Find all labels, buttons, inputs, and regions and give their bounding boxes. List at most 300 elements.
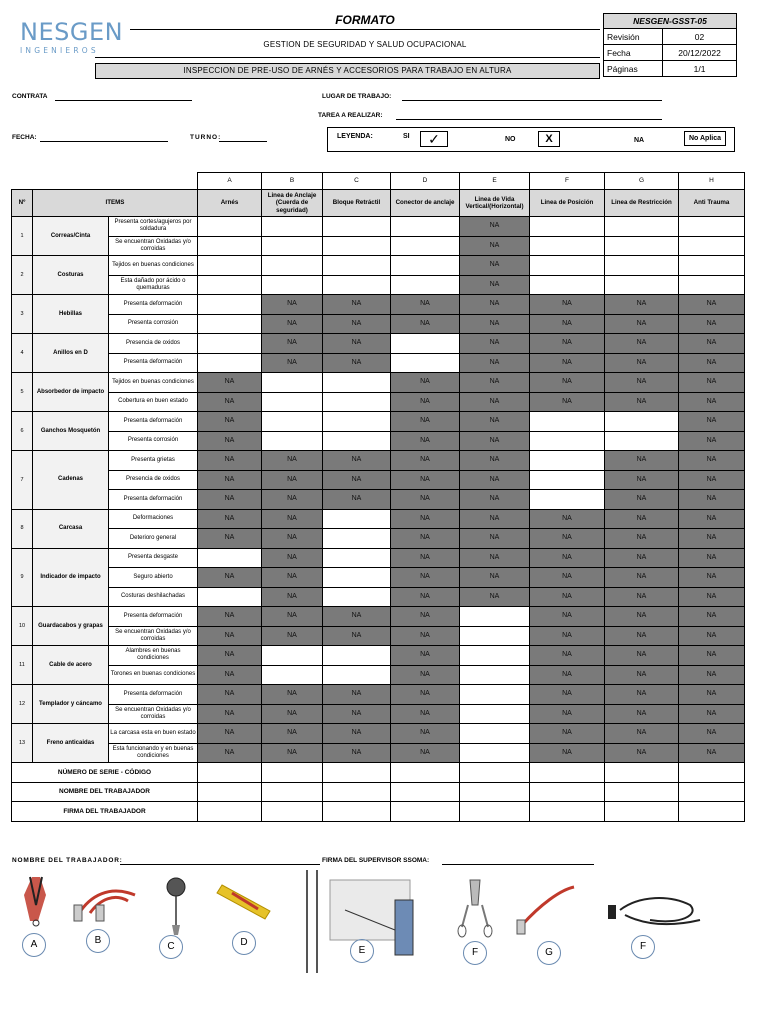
logo-tagline: INGENIEROS <box>20 46 99 55</box>
footer-label: FIRMA DEL TRABAJADOR <box>12 802 198 822</box>
check-cell[interactable] <box>323 568 391 588</box>
na-cell: NA <box>198 470 262 490</box>
check-cell[interactable] <box>679 275 745 295</box>
condition-label: Esta dañado por ácido o quemaduras <box>109 275 198 295</box>
na-cell: NA <box>198 431 262 451</box>
na-cell: NA <box>679 353 745 373</box>
footer-input-cell[interactable] <box>198 802 262 822</box>
check-cell[interactable] <box>323 548 391 568</box>
contrata-field[interactable] <box>55 100 192 101</box>
inspection-table <box>11 172 745 822</box>
na-cell: NA <box>391 626 460 646</box>
equipment-column-header: Linea de Vida Vertical/(Horizontal) <box>460 190 530 217</box>
check-cell[interactable] <box>391 236 460 256</box>
legend-si-label: SI <box>403 133 410 140</box>
fecha-label: FECHA: <box>12 134 37 141</box>
check-cell[interactable] <box>605 431 679 451</box>
inspection-row <box>12 236 745 256</box>
check-cell[interactable] <box>323 256 391 276</box>
item-name: Indicador de impacto <box>33 548 109 607</box>
check-cell[interactable] <box>323 431 391 451</box>
condition-label: Costuras deshilachadas <box>109 587 198 607</box>
na-cell: NA <box>198 490 262 510</box>
check-cell[interactable] <box>198 353 262 373</box>
na-cell: NA <box>391 431 460 451</box>
check-cell[interactable] <box>460 685 530 705</box>
condition-label: Deformaciones <box>109 509 198 529</box>
item-number: 7 <box>12 451 33 510</box>
anchor-connector-icon <box>217 885 270 919</box>
na-cell: NA <box>391 704 460 724</box>
na-cell: NA <box>460 275 530 295</box>
na-cell: NA <box>323 607 391 627</box>
check-cell[interactable] <box>262 373 323 393</box>
na-cell: NA <box>530 353 605 373</box>
na-cell: NA <box>262 685 323 705</box>
na-cell: NA <box>198 646 262 666</box>
footer-input-cell[interactable] <box>679 782 745 802</box>
check-cell[interactable] <box>198 314 262 334</box>
footer-label: NÚMERO DE SERIE - CÓDIGO <box>12 763 198 783</box>
check-cell[interactable] <box>460 607 530 627</box>
check-cell[interactable] <box>530 217 605 237</box>
check-cell[interactable] <box>323 587 391 607</box>
footer-input-cell[interactable] <box>460 763 530 783</box>
check-cell[interactable] <box>262 646 323 666</box>
worker-name-label: NOMBRE DEL TRABAJADOR: <box>12 857 123 864</box>
company-logo <box>20 20 132 56</box>
item-name: Costuras <box>33 256 109 295</box>
check-cell[interactable] <box>391 256 460 276</box>
check-cell[interactable] <box>198 217 262 237</box>
na-cell: NA <box>391 412 460 432</box>
na-cell: NA <box>198 724 262 744</box>
na-cell: NA <box>530 373 605 393</box>
check-cell[interactable] <box>323 392 391 412</box>
na-cell: NA <box>605 626 679 646</box>
check-cell[interactable] <box>323 529 391 549</box>
inspection-row <box>12 275 745 295</box>
na-cell: NA <box>605 587 679 607</box>
na-cell: NA <box>460 587 530 607</box>
equipment-label-circle: F <box>463 941 487 965</box>
footer-input-cell[interactable] <box>460 802 530 822</box>
check-cell[interactable] <box>323 236 391 256</box>
equipment-column-header: Arnés <box>198 190 262 217</box>
na-cell: NA <box>198 392 262 412</box>
check-cell[interactable] <box>198 256 262 276</box>
na-cell: NA <box>262 451 323 471</box>
item-number: 1 <box>12 217 33 256</box>
inspection-row <box>12 217 745 237</box>
na-cell: NA <box>679 451 745 471</box>
na-cell: NA <box>460 568 530 588</box>
na-cell: NA <box>530 295 605 315</box>
na-cell: NA <box>460 295 530 315</box>
item-number: 2 <box>12 256 33 295</box>
na-cell: NA <box>323 470 391 490</box>
anti-trauma-straps-icon <box>608 898 700 924</box>
na-cell: NA <box>391 646 460 666</box>
inspection-row <box>12 548 745 568</box>
na-cell: NA <box>605 724 679 744</box>
na-cell: NA <box>198 626 262 646</box>
column-letter: C <box>323 173 391 190</box>
inspection-row <box>12 646 745 666</box>
na-cell: NA <box>530 724 605 744</box>
na-cell: NA <box>198 704 262 724</box>
footer-input-cell[interactable] <box>679 763 745 783</box>
na-cell: NA <box>198 509 262 529</box>
check-cell[interactable] <box>391 217 460 237</box>
na-cell: NA <box>262 548 323 568</box>
na-cell: NA <box>323 451 391 471</box>
legend-na-label: NA <box>634 137 645 144</box>
condition-label: Presenta cortes/agujeros por soldadura <box>109 217 198 237</box>
inspection-row <box>12 470 745 490</box>
condition-label: Esta funcionando y en buenas condiciones <box>109 743 198 763</box>
blank-corner <box>12 173 198 190</box>
na-cell: NA <box>679 704 745 724</box>
footer-input-cell[interactable] <box>605 782 679 802</box>
na-cell: NA <box>460 470 530 490</box>
check-cell[interactable] <box>262 275 323 295</box>
na-cell: NA <box>460 529 530 549</box>
na-cell: NA <box>605 451 679 471</box>
num-header: Nº <box>12 190 33 217</box>
inspection-row <box>12 665 745 685</box>
na-cell: NA <box>605 743 679 763</box>
na-cell: NA <box>262 334 323 354</box>
check-cell[interactable] <box>679 217 745 237</box>
na-cell: NA <box>198 568 262 588</box>
inspection-row <box>12 626 745 646</box>
check-cell[interactable] <box>262 217 323 237</box>
na-cell: NA <box>679 334 745 354</box>
equipment-label-circle: G <box>537 941 561 965</box>
na-cell: NA <box>605 685 679 705</box>
na-cell: NA <box>391 373 460 393</box>
retractable-block-icon <box>167 878 185 935</box>
item-name: Absorbedor de impacto <box>33 373 109 412</box>
check-cell[interactable] <box>460 724 530 744</box>
check-cell[interactable] <box>198 548 262 568</box>
na-cell: NA <box>198 373 262 393</box>
na-cell: NA <box>391 314 460 334</box>
footer-row <box>12 802 745 822</box>
inspection-row <box>12 587 745 607</box>
na-cell: NA <box>391 743 460 763</box>
condition-label: Tejidos en buenas condiciones <box>109 256 198 276</box>
equipment-drawings <box>0 865 768 975</box>
equipment-label-circle: B <box>86 929 110 953</box>
na-cell: NA <box>679 587 745 607</box>
na-cell: NA <box>530 626 605 646</box>
check-cell[interactable] <box>262 256 323 276</box>
check-cell[interactable] <box>530 236 605 256</box>
check-cell[interactable] <box>391 353 460 373</box>
check-cell[interactable] <box>530 490 605 510</box>
na-cell: NA <box>530 587 605 607</box>
inspection-row <box>12 724 745 744</box>
na-cell: NA <box>605 392 679 412</box>
na-cell: NA <box>323 334 391 354</box>
legend-box <box>327 127 735 152</box>
na-cell: NA <box>262 724 323 744</box>
footer-input-cell[interactable] <box>391 802 460 822</box>
check-cell[interactable] <box>530 275 605 295</box>
turno-label: TURNO: <box>190 134 222 141</box>
check-cell[interactable] <box>460 743 530 763</box>
na-cell: NA <box>605 548 679 568</box>
footer-input-cell[interactable] <box>679 802 745 822</box>
check-cell[interactable] <box>530 470 605 490</box>
item-number: 8 <box>12 509 33 548</box>
na-cell: NA <box>460 256 530 276</box>
na-cell: NA <box>530 568 605 588</box>
harness-icon <box>24 877 46 926</box>
na-cell: NA <box>323 685 391 705</box>
na-cell: NA <box>460 431 530 451</box>
turno-field[interactable] <box>219 141 267 142</box>
column-letter: E <box>460 173 530 190</box>
condition-label: Presencia de oxidos <box>109 470 198 490</box>
check-cell[interactable] <box>323 373 391 393</box>
na-cell: NA <box>605 665 679 685</box>
inspection-row <box>12 392 745 412</box>
na-cell: NA <box>679 295 745 315</box>
na-cell: NA <box>262 743 323 763</box>
na-cell: NA <box>262 704 323 724</box>
na-cell: NA <box>679 412 745 432</box>
na-cell: NA <box>460 334 530 354</box>
footer-input-cell[interactable] <box>460 782 530 802</box>
tarea-field[interactable] <box>396 119 662 120</box>
footer-input-cell[interactable] <box>605 763 679 783</box>
na-cell: NA <box>391 548 460 568</box>
check-cell[interactable] <box>530 256 605 276</box>
na-cell: NA <box>391 470 460 490</box>
condition-label: Se encuentran Oxidadas y/o corroidas <box>109 704 198 724</box>
na-cell: NA <box>323 314 391 334</box>
inspection-row <box>12 685 745 705</box>
na-cell: NA <box>391 509 460 529</box>
item-name: Correas/Cinta <box>33 217 109 256</box>
item-number: 12 <box>12 685 33 724</box>
legend-na-box: No Aplica <box>684 131 726 146</box>
column-letter: B <box>262 173 323 190</box>
na-cell: NA <box>391 665 460 685</box>
footer-input-cell[interactable] <box>262 782 323 802</box>
check-cell[interactable] <box>460 646 530 666</box>
item-name: Hebillas <box>33 295 109 334</box>
footer-input-cell[interactable] <box>530 763 605 783</box>
na-cell: NA <box>460 392 530 412</box>
na-cell: NA <box>679 529 745 549</box>
item-number: 10 <box>12 607 33 646</box>
item-name: Templador y cáncamo <box>33 685 109 724</box>
na-cell: NA <box>323 626 391 646</box>
check-cell[interactable] <box>323 646 391 666</box>
na-cell: NA <box>679 490 745 510</box>
check-cell[interactable] <box>605 275 679 295</box>
item-number: 11 <box>12 646 33 685</box>
legend-si-check-icon: ✓ <box>420 131 448 147</box>
na-cell: NA <box>460 353 530 373</box>
footer-row <box>12 763 745 783</box>
check-cell[interactable] <box>323 509 391 529</box>
na-cell: NA <box>391 529 460 549</box>
footer-input-cell[interactable] <box>530 802 605 822</box>
footer-input-cell[interactable] <box>198 763 262 783</box>
check-cell[interactable] <box>198 275 262 295</box>
equipment-label-circle: D <box>232 931 256 955</box>
footer-row <box>12 782 745 802</box>
check-cell[interactable] <box>460 626 530 646</box>
na-cell: NA <box>262 314 323 334</box>
check-cell[interactable] <box>460 665 530 685</box>
check-cell[interactable] <box>323 412 391 432</box>
check-cell[interactable] <box>530 412 605 432</box>
condition-label: Cobertura en buen estado <box>109 392 198 412</box>
na-cell: NA <box>323 490 391 510</box>
na-cell: NA <box>460 236 530 256</box>
check-cell[interactable] <box>605 236 679 256</box>
legend-label: LEYENDA: <box>337 133 373 140</box>
na-cell: NA <box>679 314 745 334</box>
item-name: Carcasa <box>33 509 109 548</box>
item-name: Anillos en D <box>33 334 109 373</box>
equipment-column-header: Bloque Retráctil <box>323 190 391 217</box>
inspection-row <box>12 431 745 451</box>
footer-input-cell[interactable] <box>262 802 323 822</box>
supervisor-signature-label: FIRMA DEL SUPERVISOR SSOMA: <box>322 857 430 864</box>
check-cell[interactable] <box>198 295 262 315</box>
equipment-column-header: Anti Trauma <box>679 190 745 217</box>
inspection-row <box>12 314 745 334</box>
check-cell[interactable] <box>679 256 745 276</box>
check-cell[interactable] <box>323 275 391 295</box>
inspection-row <box>12 353 745 373</box>
item-name: Cadenas <box>33 451 109 510</box>
na-cell: NA <box>198 607 262 627</box>
na-cell: NA <box>323 724 391 744</box>
na-cell: NA <box>679 685 745 705</box>
na-cell: NA <box>391 587 460 607</box>
na-cell: NA <box>530 743 605 763</box>
condition-label: Torones en buenas condiciones <box>109 665 198 685</box>
na-cell: NA <box>679 431 745 451</box>
na-cell: NA <box>679 548 745 568</box>
inspection-row <box>12 529 745 549</box>
footer-input-cell[interactable] <box>323 802 391 822</box>
check-cell[interactable] <box>198 236 262 256</box>
check-cell[interactable] <box>460 704 530 724</box>
check-cell[interactable] <box>323 665 391 685</box>
equipment-column-header: Linea de Anclaje (Cuerda de seguridad) <box>262 190 323 217</box>
footer-label: NOMBRE DEL TRABAJADOR <box>12 782 198 802</box>
lugar-label: LUGAR DE TRABAJO: <box>322 93 392 100</box>
revision-value: 02 <box>663 29 737 45</box>
check-cell[interactable] <box>605 256 679 276</box>
inspection-row <box>12 295 745 315</box>
check-cell[interactable] <box>262 392 323 412</box>
footer-input-cell[interactable] <box>391 782 460 802</box>
lugar-field[interactable] <box>402 100 662 101</box>
date-value: 20/12/2022 <box>663 45 737 61</box>
na-cell: NA <box>530 548 605 568</box>
item-number: 13 <box>12 724 33 763</box>
column-letter-row <box>12 173 745 190</box>
na-cell: NA <box>323 704 391 724</box>
na-cell: NA <box>391 607 460 627</box>
na-cell: NA <box>679 392 745 412</box>
na-cell: NA <box>262 568 323 588</box>
footer-input-cell[interactable] <box>323 782 391 802</box>
footer-input-cell[interactable] <box>198 782 262 802</box>
na-cell: NA <box>262 353 323 373</box>
check-cell[interactable] <box>605 217 679 237</box>
na-cell: NA <box>198 451 262 471</box>
check-cell[interactable] <box>262 236 323 256</box>
condition-label: Deterioro general <box>109 529 198 549</box>
footer-input-cell[interactable] <box>605 802 679 822</box>
pages-value: 1/1 <box>663 61 737 77</box>
na-cell: NA <box>605 353 679 373</box>
footer-input-cell[interactable] <box>530 782 605 802</box>
na-cell: NA <box>530 646 605 666</box>
check-cell[interactable] <box>262 665 323 685</box>
check-cell[interactable] <box>198 587 262 607</box>
condition-label: Presenta deformación <box>109 490 198 510</box>
condition-label: Presencia de oxidos <box>109 334 198 354</box>
na-cell: NA <box>391 568 460 588</box>
check-cell[interactable] <box>262 412 323 432</box>
legend-no-x-icon: X <box>538 131 560 147</box>
footer-input-cell[interactable] <box>262 763 323 783</box>
na-cell: NA <box>679 665 745 685</box>
na-cell: NA <box>391 490 460 510</box>
fecha-field[interactable] <box>40 141 168 142</box>
check-cell[interactable] <box>679 236 745 256</box>
check-cell[interactable] <box>391 334 460 354</box>
equipment-column-header: Conector de anclaje <box>391 190 460 217</box>
footer-input-cell[interactable] <box>323 763 391 783</box>
na-cell: NA <box>605 314 679 334</box>
na-cell: NA <box>323 295 391 315</box>
check-cell[interactable] <box>262 431 323 451</box>
inspection-row <box>12 509 745 529</box>
na-cell: NA <box>679 724 745 744</box>
column-letter: H <box>679 173 745 190</box>
check-cell[interactable] <box>530 451 605 471</box>
footer-input-cell[interactable] <box>391 763 460 783</box>
date-label: Fecha <box>604 45 663 61</box>
na-cell: NA <box>530 334 605 354</box>
check-cell[interactable] <box>391 275 460 295</box>
check-cell[interactable] <box>530 431 605 451</box>
na-cell: NA <box>679 568 745 588</box>
check-cell[interactable] <box>323 217 391 237</box>
check-cell[interactable] <box>198 334 262 354</box>
inspection-row <box>12 334 745 354</box>
item-name: Ganchos Mosquetón <box>33 412 109 451</box>
na-cell: NA <box>262 490 323 510</box>
na-cell: NA <box>679 509 745 529</box>
check-cell[interactable] <box>605 412 679 432</box>
condition-label: Presenta desgaste <box>109 548 198 568</box>
na-cell: NA <box>460 217 530 237</box>
